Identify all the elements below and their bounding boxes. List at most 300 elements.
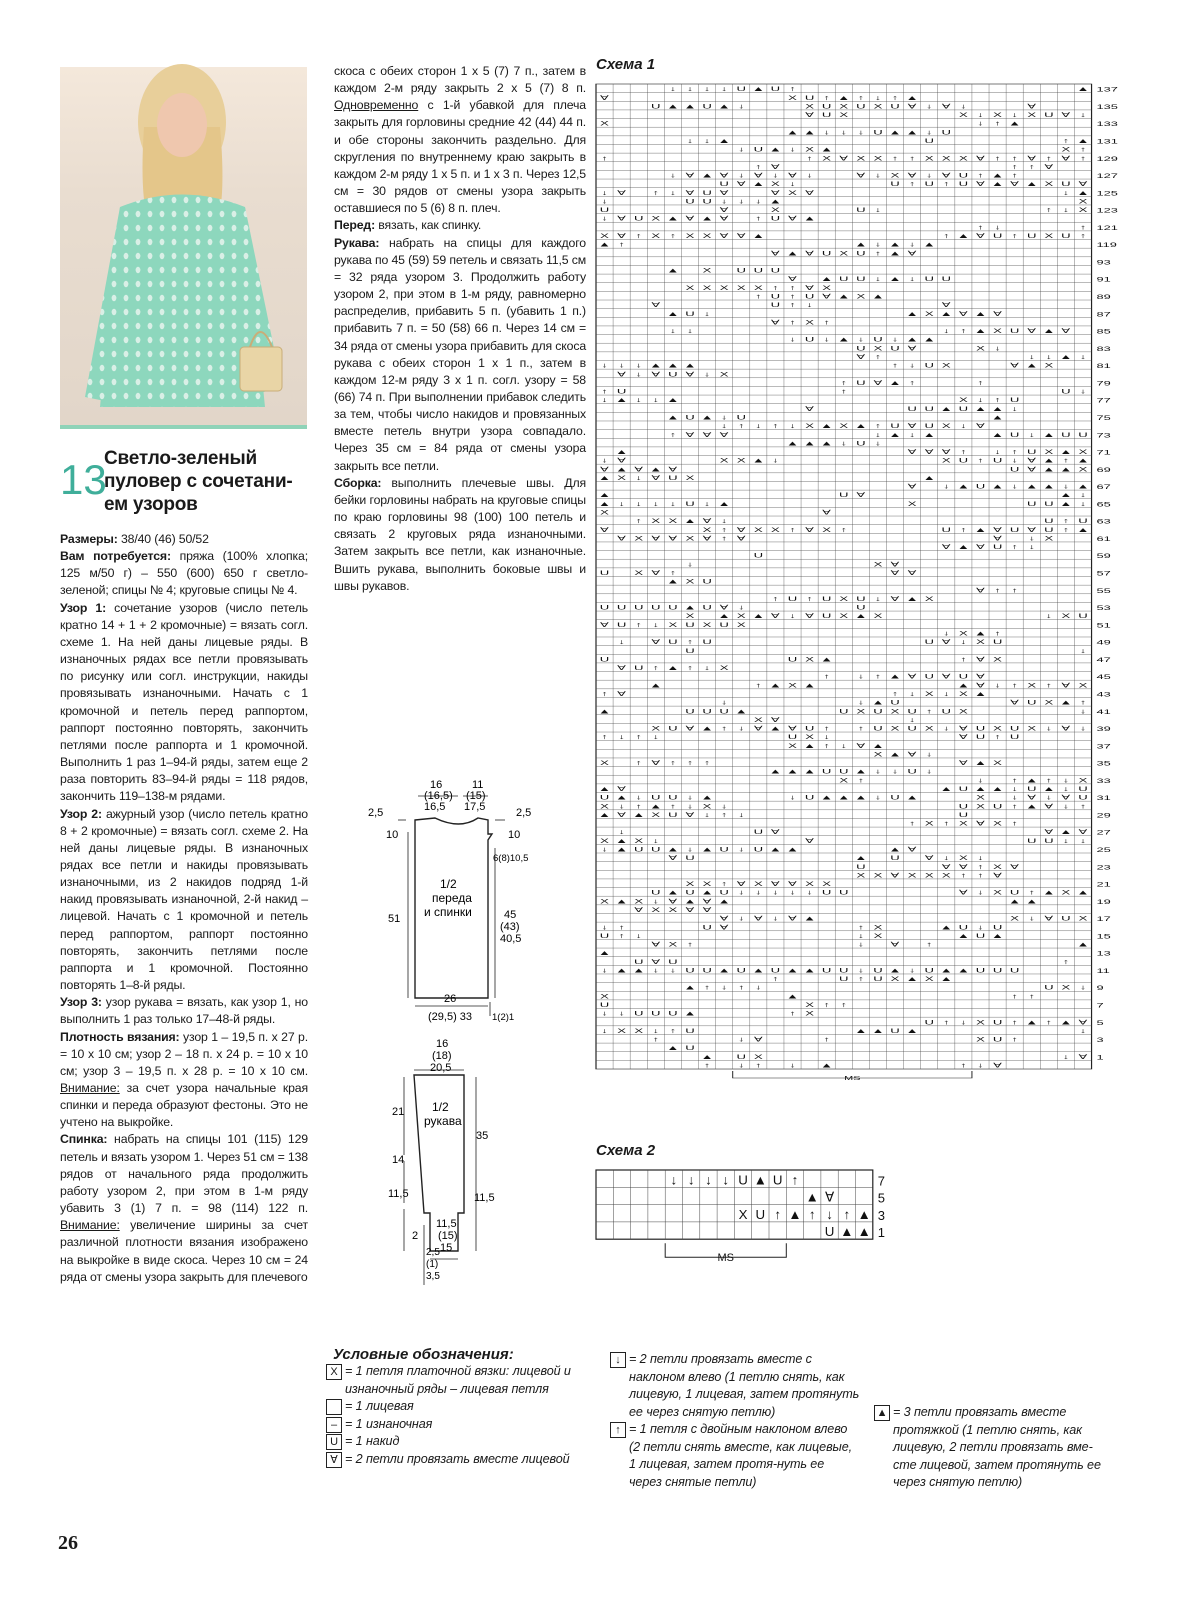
stitch-symbol: ∀ (975, 423, 985, 431)
stitch-symbol: U (804, 336, 815, 344)
stitch-symbol: ∀ (975, 181, 985, 189)
stitch-symbol: ↓ (943, 630, 950, 638)
stitch-symbol: ↑ (925, 941, 933, 949)
stitch-symbol: ∀ (1010, 181, 1020, 189)
stitch-symbol: ▲ (751, 613, 765, 621)
stitch-symbol: ∀ (719, 232, 729, 240)
stitch-symbol: ↑ (1011, 1036, 1018, 1044)
stitch-symbol: U (941, 526, 952, 534)
stitch-symbol: ↓ (1028, 431, 1036, 439)
stitch-symbol: U (975, 932, 986, 940)
stitch-symbol: ∀ (617, 189, 627, 197)
stitch-symbol: ▲ (786, 129, 800, 137)
materials-heading: Вам потребуется: (60, 549, 171, 564)
stitch-symbol: ▲ (922, 431, 936, 439)
stitch-symbol: ↓ (994, 682, 1001, 690)
stitch-symbol: ↓ (925, 103, 933, 111)
stitch-symbol: ↑ (1079, 803, 1087, 811)
stitch-symbol: ∀ (753, 725, 763, 733)
simultaneously-label: Одновременно (334, 98, 419, 113)
stitch-symbol: ↓ (703, 371, 711, 379)
stitch-symbol: ∀ (668, 535, 678, 543)
stitch-symbol: ▲ (973, 526, 987, 534)
stitch-symbol: ↑ (908, 820, 916, 828)
stitch-symbol: ↓ (720, 86, 728, 94)
stitch-symbol: ▲ (700, 215, 714, 223)
stitch-symbol: ▲ (615, 466, 629, 474)
stitch-symbol: ↑ (618, 241, 625, 249)
stitch-symbol: ▲ (666, 397, 680, 405)
stitch-symbol: ∀ (651, 958, 661, 966)
legend-ssk: = 2 петли провязать вместе с наклоном влево (1 петлю снять, как лицевую, 1 лицевая, затем протянуть ее через снятую петлю) (629, 1352, 860, 1419)
stitch-symbol: U (787, 595, 798, 603)
stitch-symbol: ▲ (820, 656, 834, 664)
stitch-symbol: ↑ (977, 457, 984, 465)
stitch-symbol: ↓ (789, 336, 796, 344)
stitch-symbol: ↓ (1062, 837, 1070, 845)
stitch-symbol: ↓ (737, 103, 745, 111)
stitch-symbol: ↑ (1011, 682, 1018, 690)
stitch-symbol: U (992, 457, 1003, 465)
stitch-symbol: ∀ (907, 250, 917, 258)
stitch-symbol: ↓ (652, 621, 660, 629)
stitch-symbol: ↑ (994, 734, 1001, 742)
row-label: 23 (1096, 864, 1111, 872)
stitch-symbol: X (805, 146, 814, 154)
stitch-symbol: U (1009, 431, 1020, 439)
stitch-symbol: U (839, 889, 849, 897)
stitch-symbol: ↑ (720, 725, 728, 733)
stitch-symbol: ∀ (1044, 915, 1054, 923)
assembly-heading: Сборка: (334, 475, 382, 490)
stitch-symbol: ∀ (975, 232, 985, 240)
stitch-symbol: ↑ (908, 155, 916, 163)
stitch-symbol: ↑ (1079, 155, 1087, 163)
stitch-symbol: ∀ (668, 466, 678, 474)
stitch-symbol: ↓ (722, 1172, 730, 1188)
stitch-symbol: X (1078, 448, 1088, 456)
legend-k2tog: = 2 петли провязать вместе лицевой (345, 1451, 570, 1466)
stitch-symbol: ∀ (1010, 362, 1020, 370)
stitch-symbol: ▲ (717, 898, 731, 906)
legend-title: Условные обозначения: (333, 1346, 514, 1363)
stitch-symbol: ∀ (736, 535, 746, 543)
stitch-symbol: ▲ (700, 846, 714, 854)
stitch-symbol: ▲ (973, 785, 987, 793)
stitch-symbol: ∀ (958, 759, 968, 768)
stitch-symbol: ↓ (635, 500, 643, 508)
stitch-symbol: ↓ (755, 984, 762, 992)
stitch-symbol: U (1044, 984, 1054, 992)
stitch-symbol: U (873, 967, 883, 975)
stitch-symbol: X (1078, 915, 1088, 923)
stitch-symbol: ↑ (977, 379, 984, 387)
stitch-symbol: ↑ (669, 1027, 677, 1035)
stitch-symbol: X (924, 872, 934, 880)
back-continued-2: с 1-й убавкой для плеча закрыть для горловины средние 42 (44) 44 п. и обе стороны закончить раздельно. Для скругления по внутреннему краю закрыть в каждом 2-м ряду 1 х 5 п. и 1 х 3 п. Через 12,5 см = 30 рядов от смены узора закрыть оставшиеся по 5 (6) 8 п. плеч. (334, 98, 586, 216)
stitch-symbol: X (771, 526, 780, 534)
stitch-symbol: X (890, 725, 900, 733)
stitch-symbol: ↓ (720, 803, 728, 811)
stitch-symbol: ↑ (720, 526, 728, 534)
stitch-symbol: ▲ (1076, 889, 1090, 897)
stitch-symbol: X (941, 362, 951, 370)
stitch-symbol: ↑ (843, 1206, 851, 1222)
row-label: 41 (1096, 708, 1111, 716)
row-label: 11 (1096, 967, 1110, 975)
stitch-symbol: ↓ (857, 932, 865, 940)
stitch-symbol: ↓ (874, 276, 882, 284)
stitch-symbol: ∀ (890, 941, 900, 949)
stitch-symbol: ∀ (805, 526, 815, 534)
stitch-symbol: U (1009, 734, 1020, 742)
sleeve-top-3: 20,5 (430, 1062, 452, 1074)
stitch-symbol: ∀ (651, 759, 661, 768)
stitch-symbol: X (1078, 682, 1088, 690)
stitch-symbol: ∀ (719, 189, 729, 197)
stitch-symbol: U (770, 293, 781, 301)
stitch-symbol: ↑ (789, 526, 796, 534)
stitch-symbol: X (1078, 198, 1088, 206)
stitch-symbol: ▲ (1025, 777, 1039, 785)
stitch-symbol: ↑ (772, 976, 779, 984)
stitch-symbol: ▲ (615, 898, 629, 906)
row-label: 5 (1096, 1019, 1104, 1027)
stitch-symbol: ∀ (993, 872, 1003, 880)
stitch-symbol: ↓ (601, 215, 608, 223)
stitch-symbol: ▲ (905, 976, 919, 984)
stitch-symbol: ▲ (700, 172, 714, 180)
stitch-symbol: X (1078, 207, 1088, 215)
stitch-symbol: ▲ (786, 967, 800, 975)
stitch-symbol: ↑ (755, 682, 762, 690)
sizes-heading: Размеры: (60, 532, 118, 546)
stitch-symbol: ↑ (1011, 1019, 1018, 1027)
stitch-symbol: ∀ (1027, 155, 1037, 163)
stitch-symbol: ↑ (994, 155, 1001, 163)
stitch-symbol: U (685, 967, 695, 975)
stitch-symbol: U (736, 86, 746, 94)
row-label: 27 (1096, 829, 1111, 837)
row-label: 123 (1096, 207, 1118, 215)
stitch-symbol: ↓ (737, 811, 745, 819)
stitch-symbol: ▲ (1025, 898, 1039, 906)
stitch-symbol: U (821, 111, 832, 119)
sleeve-right-35: 35 (476, 1130, 489, 1142)
stitch-symbol: ↑ (823, 673, 830, 681)
stitch-symbol: U (753, 846, 764, 854)
stitch-symbol: U (702, 639, 712, 647)
stitch-symbol: ▲ (973, 327, 987, 335)
stitch-symbol: ↓ (772, 172, 779, 180)
row-label: 75 (1096, 414, 1111, 422)
stitch-symbol: U (668, 604, 678, 612)
stitch-symbol: ▲ (991, 932, 1005, 940)
stitch-symbol: U (719, 846, 729, 854)
stitch-symbol: ▲ (615, 448, 629, 456)
row-label: 81 (1096, 363, 1111, 371)
stitch-symbol: U (992, 639, 1003, 647)
stitch-symbol: U (702, 103, 712, 111)
stitch-symbol: U (924, 967, 934, 975)
stitch-symbol: X (651, 518, 661, 526)
row-label: 39 (1096, 725, 1111, 733)
stitch-symbol: ↑ (1011, 172, 1018, 180)
stitch-symbol: ∀ (753, 1036, 763, 1044)
stitch-symbol: U (736, 414, 746, 422)
stitch-symbol: ↓ (737, 172, 745, 180)
stitch-symbol: ▲ (888, 673, 902, 681)
stitch-symbol: ▲ (956, 682, 970, 690)
row-label: 129 (1096, 155, 1118, 163)
stitch-symbol: U (651, 1010, 661, 1018)
stitch-symbol: ▲ (683, 984, 697, 992)
stitch-symbol: ▲ (751, 457, 765, 465)
stitch-symbol: ▲ (666, 889, 680, 897)
legend-knit: = 1 лицевая (345, 1399, 414, 1413)
stitch-symbol: ▲ (837, 336, 851, 344)
stitch-symbol: X (668, 906, 678, 914)
stitch-symbol: ▲ (700, 414, 714, 422)
stitch-symbol: ▲ (1059, 448, 1073, 456)
stitch-symbol: U (1044, 518, 1054, 526)
stitch-symbol: U (668, 811, 678, 819)
stitch-symbol: ▲ (922, 241, 936, 249)
stitch-symbol: ▲ (854, 1027, 868, 1035)
stitch-symbol: ▲ (803, 215, 817, 223)
stitch-symbol: X (805, 103, 814, 111)
stitch-symbol: ▲ (1076, 941, 1090, 949)
stitch-symbol: ↓ (874, 241, 882, 249)
yarn-over-icon: U (326, 1434, 342, 1450)
stitch-symbol: U (958, 405, 969, 413)
stitch-symbol: X (788, 682, 797, 690)
stitch-symbol: ↓ (686, 846, 694, 854)
body-pattern-diagram (360, 779, 560, 1050)
stitch-symbol: ↓ (840, 440, 848, 448)
stitch-symbol: ▲ (837, 794, 851, 802)
stitch-symbol: X (1027, 111, 1037, 119)
stitch-symbol: ▲ (649, 362, 663, 370)
stitch-symbol: ↓ (686, 803, 694, 811)
stitch-symbol: U (975, 734, 986, 742)
stitch-symbol: U (804, 794, 815, 802)
stitch-symbol: ▲ (939, 405, 953, 413)
stitch-symbol: ↓ (601, 1010, 608, 1018)
stitch-symbol: ↓ (977, 924, 984, 932)
body-label-2: переда (432, 891, 472, 905)
stitch-symbol: ↓ (1062, 803, 1070, 811)
row-label: 121 (1096, 224, 1118, 232)
stitch-symbol: ∀ (1061, 682, 1071, 690)
stitch-symbol: ▲ (768, 725, 782, 733)
stitch-symbol: ↓ (994, 448, 1001, 456)
stitch-symbol: X (1044, 699, 1054, 707)
sleeve-bottom-3: 15 (440, 1242, 453, 1254)
stitch-symbol: X (890, 172, 900, 180)
stitch-symbol: U (651, 604, 661, 612)
stitch-symbol: ↓ (601, 1027, 608, 1035)
stitch-symbol: X (702, 880, 712, 888)
stitch-symbol: U (856, 863, 866, 871)
stitch-symbol: ∀ (685, 172, 695, 180)
body-bottom-2: (29,5) 33 (428, 1011, 473, 1023)
stitch-symbol: ∀ (1010, 699, 1020, 707)
stitch-symbol: ↓ (703, 137, 711, 145)
stitch-symbol: U (685, 889, 695, 897)
stitch-symbol: ∀ (941, 863, 951, 871)
stitch-symbol: ▲ (888, 379, 902, 387)
stitch-symbol: ↑ (823, 1036, 830, 1044)
stitch-symbol: ↓ (943, 690, 950, 698)
stitch-symbol: ↑ (994, 120, 1001, 128)
body-right-1: 45 (504, 909, 517, 921)
stitch-symbol: U (616, 388, 627, 396)
stitch-symbol: ↓ (1062, 207, 1070, 215)
stitch-symbol: ▲ (939, 924, 953, 932)
stitch-symbol: X (890, 976, 900, 984)
stitch-symbol: U (890, 103, 900, 111)
stitch-symbol: ↑ (720, 811, 728, 819)
stitch-symbol: ↑ (943, 232, 950, 240)
stitch-symbol: ↓ (772, 889, 779, 897)
stitch-symbol: ∀ (993, 526, 1003, 534)
stitch-symbol: U (856, 207, 866, 215)
stitch-symbol: ∀ (1027, 327, 1037, 335)
stitch-symbol: U (873, 708, 883, 716)
stitch-symbol: ↓ (925, 129, 933, 137)
stitch-symbol: U (839, 768, 849, 776)
stitch-symbol: ▲ (768, 846, 782, 854)
stitch-symbol: ∀ (856, 172, 866, 180)
assembly-text: выполнить плечевые швы. Для бейки горловины набрать на круговые спицы по краю горловины 98 (100) 100 петель и связать 2 круговых ряда изнаночными. Затем закрыть все петли, как изнаночные. Вшить рукава, выполнить боковые швы и швы рукавов. (334, 475, 586, 593)
stitch-symbol: ↑ (1045, 1019, 1053, 1027)
stitch-symbol: ▲ (717, 500, 731, 508)
stitch-symbol: U (702, 189, 712, 197)
row-label: 17 (1096, 916, 1111, 924)
stitch-symbol: X (873, 751, 883, 759)
sleeve-bl-25: 2,5 (426, 1247, 440, 1258)
row-label: 119 (1096, 242, 1117, 250)
stitch-symbol: ∀ (736, 181, 746, 189)
stitch-symbol: X (993, 863, 1002, 871)
stitch-symbol: ▲ (956, 232, 970, 240)
stitch-symbol: X (856, 872, 866, 880)
stitch-symbol: U (685, 708, 695, 716)
stitch-symbol: U (958, 181, 969, 189)
stitch-symbol: ▲ (1059, 353, 1073, 361)
stitch-symbol: ↓ (618, 829, 625, 837)
stitch-symbol: ↓ (874, 172, 882, 180)
stitch-symbol: X (685, 578, 695, 586)
stitch-symbol: ∀ (924, 855, 934, 863)
stitch-symbol: ↓ (1062, 1053, 1070, 1061)
stitch-symbol: ∀ (805, 111, 815, 119)
row-label: 59 (1096, 553, 1111, 561)
stitch-symbol: ▲ (615, 794, 629, 802)
stitch-symbol: U (924, 639, 934, 647)
stitch-symbol: ▲ (803, 682, 817, 690)
stitch-symbol: ∀ (958, 310, 968, 318)
stitch-symbol: ▲ (683, 103, 697, 111)
stitch-symbol: ↓ (670, 1172, 678, 1188)
sleeve-top-2: (18) (432, 1050, 452, 1062)
stitch-symbol: ↑ (960, 448, 967, 456)
stitch-symbol: ∀ (617, 664, 627, 672)
stitch-symbol: ↑ (960, 656, 967, 664)
stitch-symbol: ↓ (925, 768, 933, 776)
stitch-symbol: ∀ (617, 785, 627, 793)
stitch-symbol: ↓ (977, 397, 984, 405)
stitch-symbol: U (992, 924, 1003, 932)
legend-yarn-over: = 1 накид (345, 1434, 400, 1448)
stitch-symbol: U (1027, 699, 1037, 707)
stitch-symbol: X (959, 155, 968, 163)
stitch-symbol: ↓ (857, 941, 865, 949)
stitch-symbol: U (736, 967, 746, 975)
stitch-symbol: U (668, 474, 678, 482)
stitch-symbol: U (821, 967, 832, 975)
stitch-symbol: ↑ (823, 94, 830, 102)
stitch-symbol: U (975, 483, 986, 491)
stitch-symbol: U (668, 1010, 678, 1018)
stitch-symbol: ▲ (888, 250, 902, 258)
stitch-symbol: U (753, 829, 764, 837)
stitch-symbol: ↑ (601, 734, 608, 742)
sleeve-bl-1: (1) (426, 1259, 439, 1270)
body-right-neck: 6(8)10,5 (493, 853, 529, 864)
stitch-symbol: ∀ (1027, 457, 1037, 465)
stitch-symbol: ▲ (700, 725, 714, 733)
stitch-symbol: ∀ (788, 880, 797, 888)
stitch-symbol: U (772, 1172, 783, 1188)
stitch-symbol: U (668, 958, 678, 966)
stitch-symbol: ↓ (601, 846, 608, 854)
row-label: 93 (1096, 259, 1111, 267)
stitch-symbol: ▲ (857, 1206, 871, 1222)
row-label: 67 (1096, 483, 1111, 492)
stitch-symbol: X (702, 232, 712, 240)
stitch-symbol: ↓ (601, 198, 608, 206)
pattern1-text: сочетание узоров (число петель кратно 14 + 1 + 2 кромочные) = вязать согл. схеме 1. На ней даны лицевые ряды. В изнаночных рядах все петли провязывать по рисунку или согл. инструкции, накиды провязывать изнаночными. Начать с 1 кромочной и петель перед раппортом, раппорт постоянно повторять, закончить петлями после раппорта и 1 кромочной. Выполнить 1 раз 1–94-й ряды, затем еще 2 раза повторить 83–94-й ряды = 118 рядов, закончить 119–138-м рядами. (60, 600, 308, 804)
stitch-symbol: X (719, 457, 729, 465)
stitch-symbol: ∀ (685, 811, 695, 819)
row-label: 21 (1096, 881, 1111, 889)
stitch-symbol: X (907, 500, 917, 508)
stitch-symbol: ▲ (837, 94, 851, 102)
stitch-symbol: ∀ (993, 1062, 1003, 1070)
stitch-symbol: X (941, 872, 951, 880)
stitch-symbol: ↑ (635, 803, 643, 811)
stitch-symbol: X (617, 1027, 627, 1035)
stitch-symbol: U (941, 129, 952, 137)
stitch-symbol: ↓ (755, 423, 762, 431)
stitch-symbol: X (924, 690, 934, 698)
stitch-symbol: ∀ (805, 405, 815, 413)
scheme1-grid (596, 84, 1136, 1084)
stitch-symbol: U (1078, 785, 1088, 793)
stitch-symbol: ↓ (720, 414, 728, 422)
stitch-symbol: ↓ (826, 1206, 833, 1222)
stitch-symbol: U (1009, 466, 1020, 474)
stitch-symbol: ▲ (888, 967, 902, 975)
stitch-symbol: ∀ (685, 725, 695, 733)
stitch-symbol: ▲ (905, 129, 919, 137)
stitch-symbol: U (873, 129, 883, 137)
front-heading: Перед: (334, 218, 376, 233)
stitch-symbol: U (770, 86, 781, 94)
stitch-symbol: ↓ (840, 742, 848, 750)
